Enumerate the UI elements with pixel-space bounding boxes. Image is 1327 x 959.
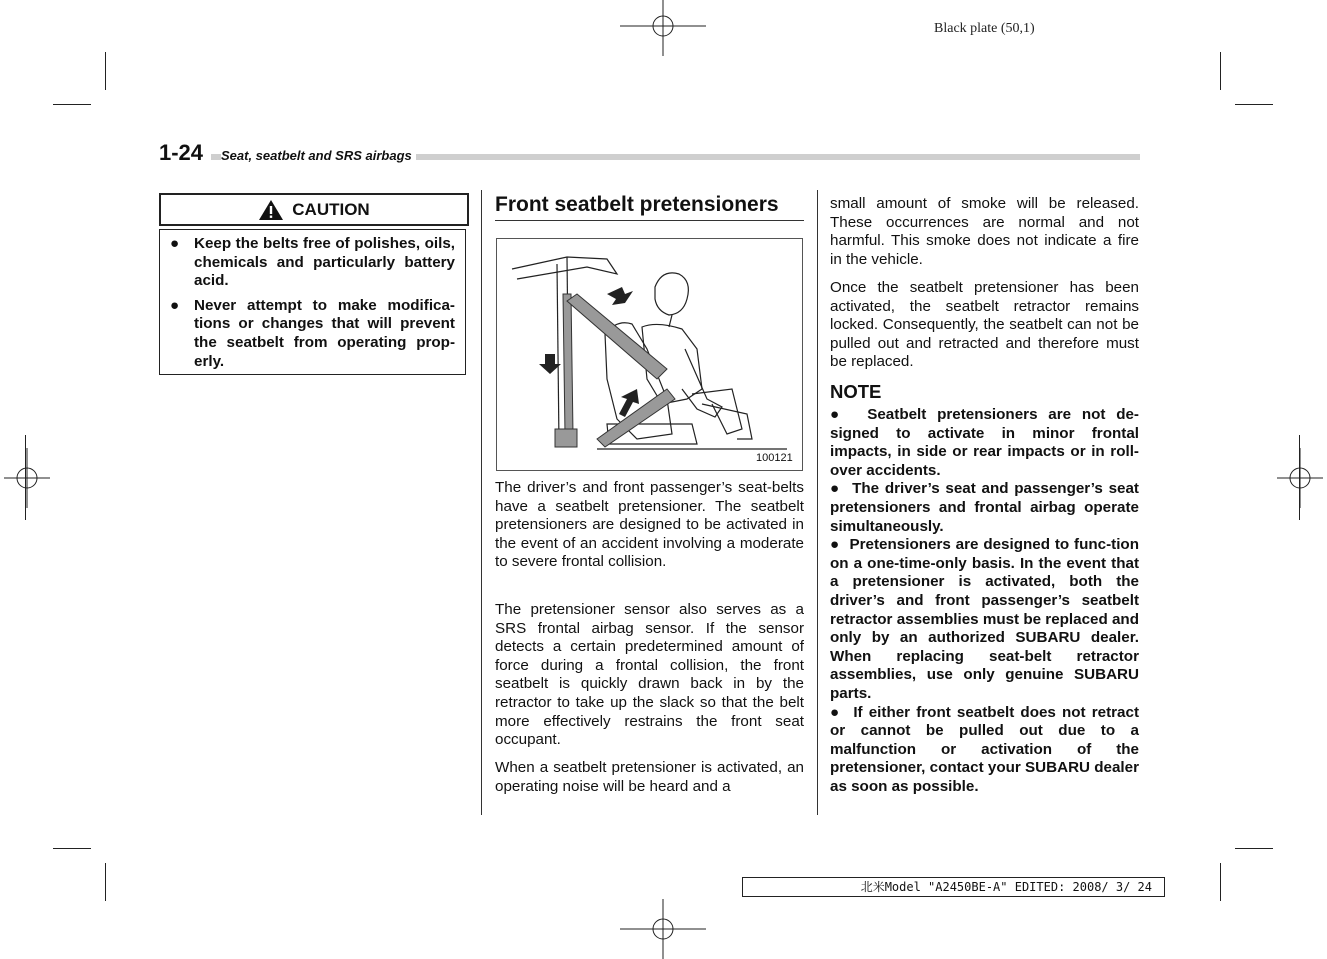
body-paragraph: Once the seatbelt pretensioner has been activated, the seatbelt retractor remains locked. Consequently, the seatbelt can not be pulled out and retracted and therefore must be replaced. (830, 279, 1139, 371)
registration-mark-right (1277, 448, 1323, 508)
crop-mark (105, 863, 106, 901)
crop-mark (53, 104, 91, 105)
caution-header (159, 193, 469, 226)
warning-triangle-icon (258, 199, 284, 221)
body-paragraph: The driver’s and front passenger’s seat-belts have a seatbelt pretensioner. The seatbelt pretensioners are designed to be activated in the event of an accident involving a moderate to severe frontal collision. (495, 479, 804, 571)
crop-mark (1235, 848, 1273, 849)
crop-mark (1235, 104, 1273, 105)
caution-item: ● Never attempt to make modifica-tions or changes that will prevent the seatbelt from operating prop-erly. (170, 296, 455, 370)
crop-mark (1220, 52, 1221, 90)
note-item: ● Seatbelt pretensioners are not de-signed to activate in minor frontal impacts, in side or rear impacts or in roll-over accidents. (830, 406, 1139, 479)
plate-label: Black plate (50,1) (934, 21, 1035, 36)
page-number: 1-24 (159, 140, 211, 166)
caution-title: CAUTION (292, 199, 370, 219)
caution-body (159, 229, 466, 375)
registration-mark-top (620, 0, 706, 56)
body-paragraph: small amount of smoke will be released. These occurrences are normal and not harmful. This smoke does not indicate a fire in the vehicle. (830, 195, 1139, 268)
note-heading: NOTE (830, 381, 882, 402)
registration-mark-left (4, 448, 50, 508)
note-item: ● The driver’s seat and passenger’s seat pretensioners and frontal airbag operate simultaneously. (830, 480, 1139, 535)
crop-mark (1220, 863, 1221, 901)
note-list (830, 406, 1139, 796)
crop-mark (105, 52, 106, 90)
crop-mark (1299, 435, 1300, 520)
caution-item: ● Keep the belts free of polishes, oils, chemicals and particularly battery acid. (170, 235, 455, 290)
seatbelt-figure-drawing (497, 239, 802, 470)
registration-mark-bottom (620, 899, 706, 959)
heading-rule (495, 220, 804, 221)
seatbelt-illustration (496, 238, 803, 471)
crop-mark (53, 848, 91, 849)
note-item: ● Pretensioners are designed to func-tion on a one-time-only basis. In the event that a pretensioner is activated, both the driver’s and front passenger’s seatbelt retractor assemblies must be replaced and only by an authorized SUBARU dealer. When replacing seat-belt retractor assemblies, use only genuine SUBARU parts. (830, 536, 1139, 702)
note-item: ● If either front seatbelt does not retract or cannot be pulled out due to a malfunction or activation of the pretensioner, contact your SUBARU dealer as soon as possible. (830, 703, 1139, 795)
section-title: Seat, seatbelt and SRS airbags (221, 148, 416, 163)
section-heading: Front seatbelt pretensioners (495, 193, 779, 216)
figure-code: 100121 (756, 452, 793, 464)
crop-mark (25, 435, 26, 520)
body-paragraph: When a seatbelt pretensioner is activated, an operating noise will be heard and a (495, 759, 804, 795)
footer-edit-info: 北米Model "A2450BE-A" EDITED: 2008/ 3/ 24 (742, 877, 1165, 897)
column-divider (481, 190, 482, 815)
body-paragraph: The pretensioner sensor also serves as a SRS frontal airbag sensor. If the sensor detects a certain predetermined amount of force during a frontal collision, the front seatbelt is quickly drawn back in by the retractor to take up the slack so that the belt more effectively restrains the front seat occupant. (495, 601, 804, 749)
column-divider (817, 190, 818, 815)
